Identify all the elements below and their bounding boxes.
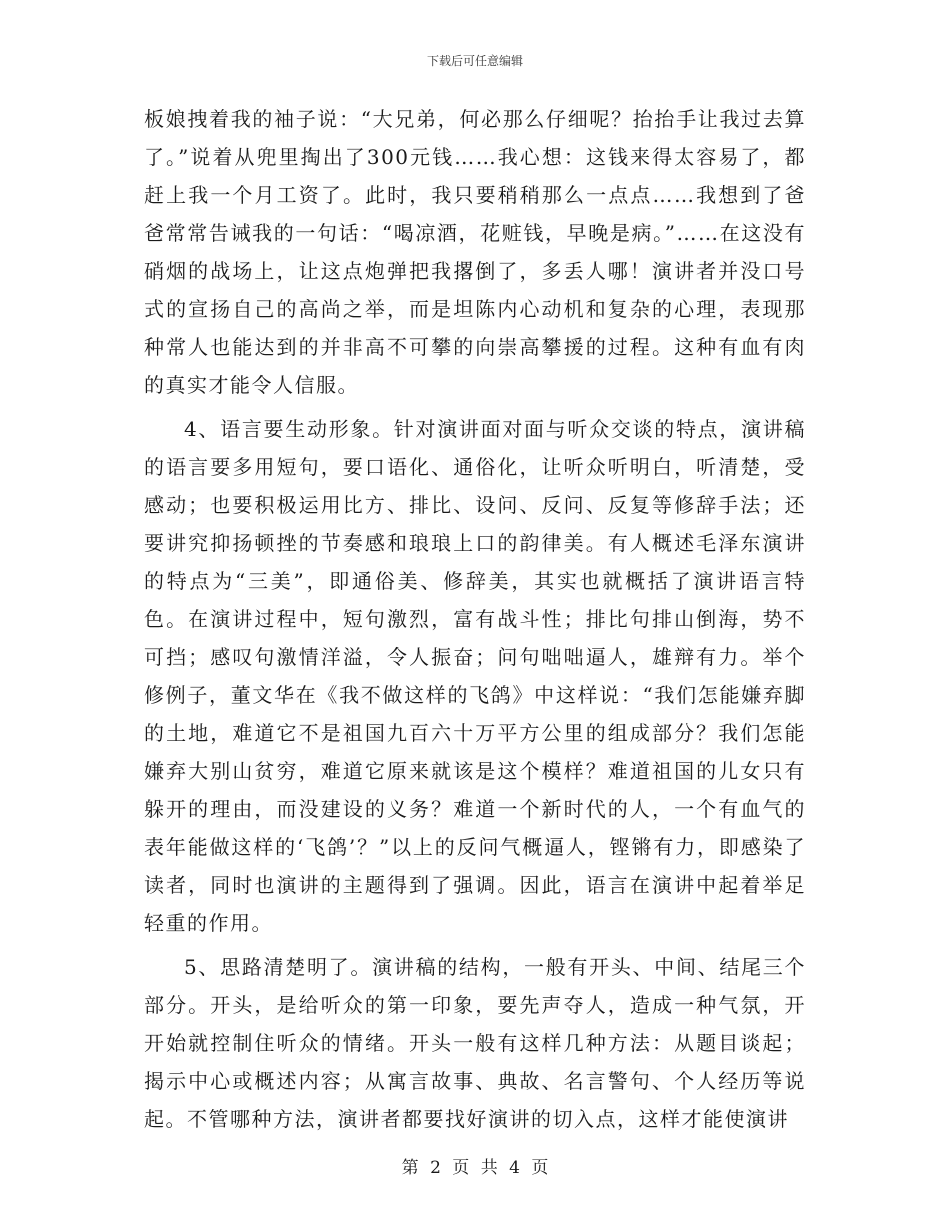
paragraph-point-5: 5、思路清楚明了。演讲稿的结构，一般有开头、中间、结尾三个部分。开头，是给听众的第一印象，要先声夺人，造成一种气氛，开开始就控制住听众的情绪。开头一般有这样几种方法：从题目谈起；揭示中心或概述内容；从寓言故事、典故、名言警句、个人经历等说起。不管哪种方法，演讲者都要找好演讲的切入点，这样才能使演讲 <box>144 955 806 1131</box>
paragraph-continued: 板娘拽着我的袖子说：“大兄弟，何必那么仔细呢？抬抬手让我过去算了。”说着从兜里掏出了300元钱……我心想：这钱来得太容易了，都赶上我一个月工资了。此时，我只要稍稍那么一点点……我想到了爸爸常常告诫我的一句话：“喝凉酒，花赃钱，早晚是病。”……在这没有硝烟的战场上，让这点炮弹把我撂倒了，多丢人哪！演讲者并没口号式的宣扬自己的高尚之举，而是坦陈内心动机和复杂的心理，表现那种常人也能达到的并非高不可攀的向崇高攀援的过程。这种有血有肉的真实才能令人信服。 <box>144 107 806 397</box>
header-note: 下载后可任意编辑 <box>426 54 523 68</box>
footer-page-word: 页 <box>452 1158 470 1178</box>
footer-current-page: 2 <box>430 1158 441 1178</box>
footer-total-word: 共 <box>480 1158 498 1178</box>
footer-prefix: 第 <box>401 1158 419 1178</box>
page-footer <box>0 1153 950 1178</box>
footer-total-pages: 4 <box>509 1158 520 1178</box>
paragraph-point-4: 4、语言要生动形象。针对演讲面对面与听众交谈的特点，演讲稿的语言要多用短句，要口语化、通俗化，让听众听明白，听清楚，受感动；也要积极运用比方、排比、设问、反问、反复等修辞手法；还要讲究抑扬顿挫的节奏感和琅琅上口的韵律美。有人概述毛泽东演讲的特点为“三美”，即通俗美、修辞美，其实也就概括了演讲语言特色。在演讲过程中，短句激烈，富有战斗性；排比句排山倒海，势不可挡；感叹句激情洋溢，令人振奋；问句咄咄逼人，雄辩有力。举个修例子，董文华在《我不做这样的飞鸽》中这样说：“我们怎能嫌弃脚的土地，难道它不是祖国九百六十万平方公里的组成部分？我们怎能嫌弃大别山贫穷，难道它原来就该是这个模样？难道祖国的儿女只有躲开的理由，而没建设的义务？难道一个新时代的人，一个有血气的表年能做这样的‘飞鸽’？”以上的反问气概逼人，铿锵有力，即感染了读者，同时也演讲的主题得到了强调。因此，语言在演讲中起着举足轻重的作用。 <box>144 417 806 935</box>
footer-suffix: 页 <box>531 1158 549 1178</box>
body-text <box>144 100 806 1138</box>
